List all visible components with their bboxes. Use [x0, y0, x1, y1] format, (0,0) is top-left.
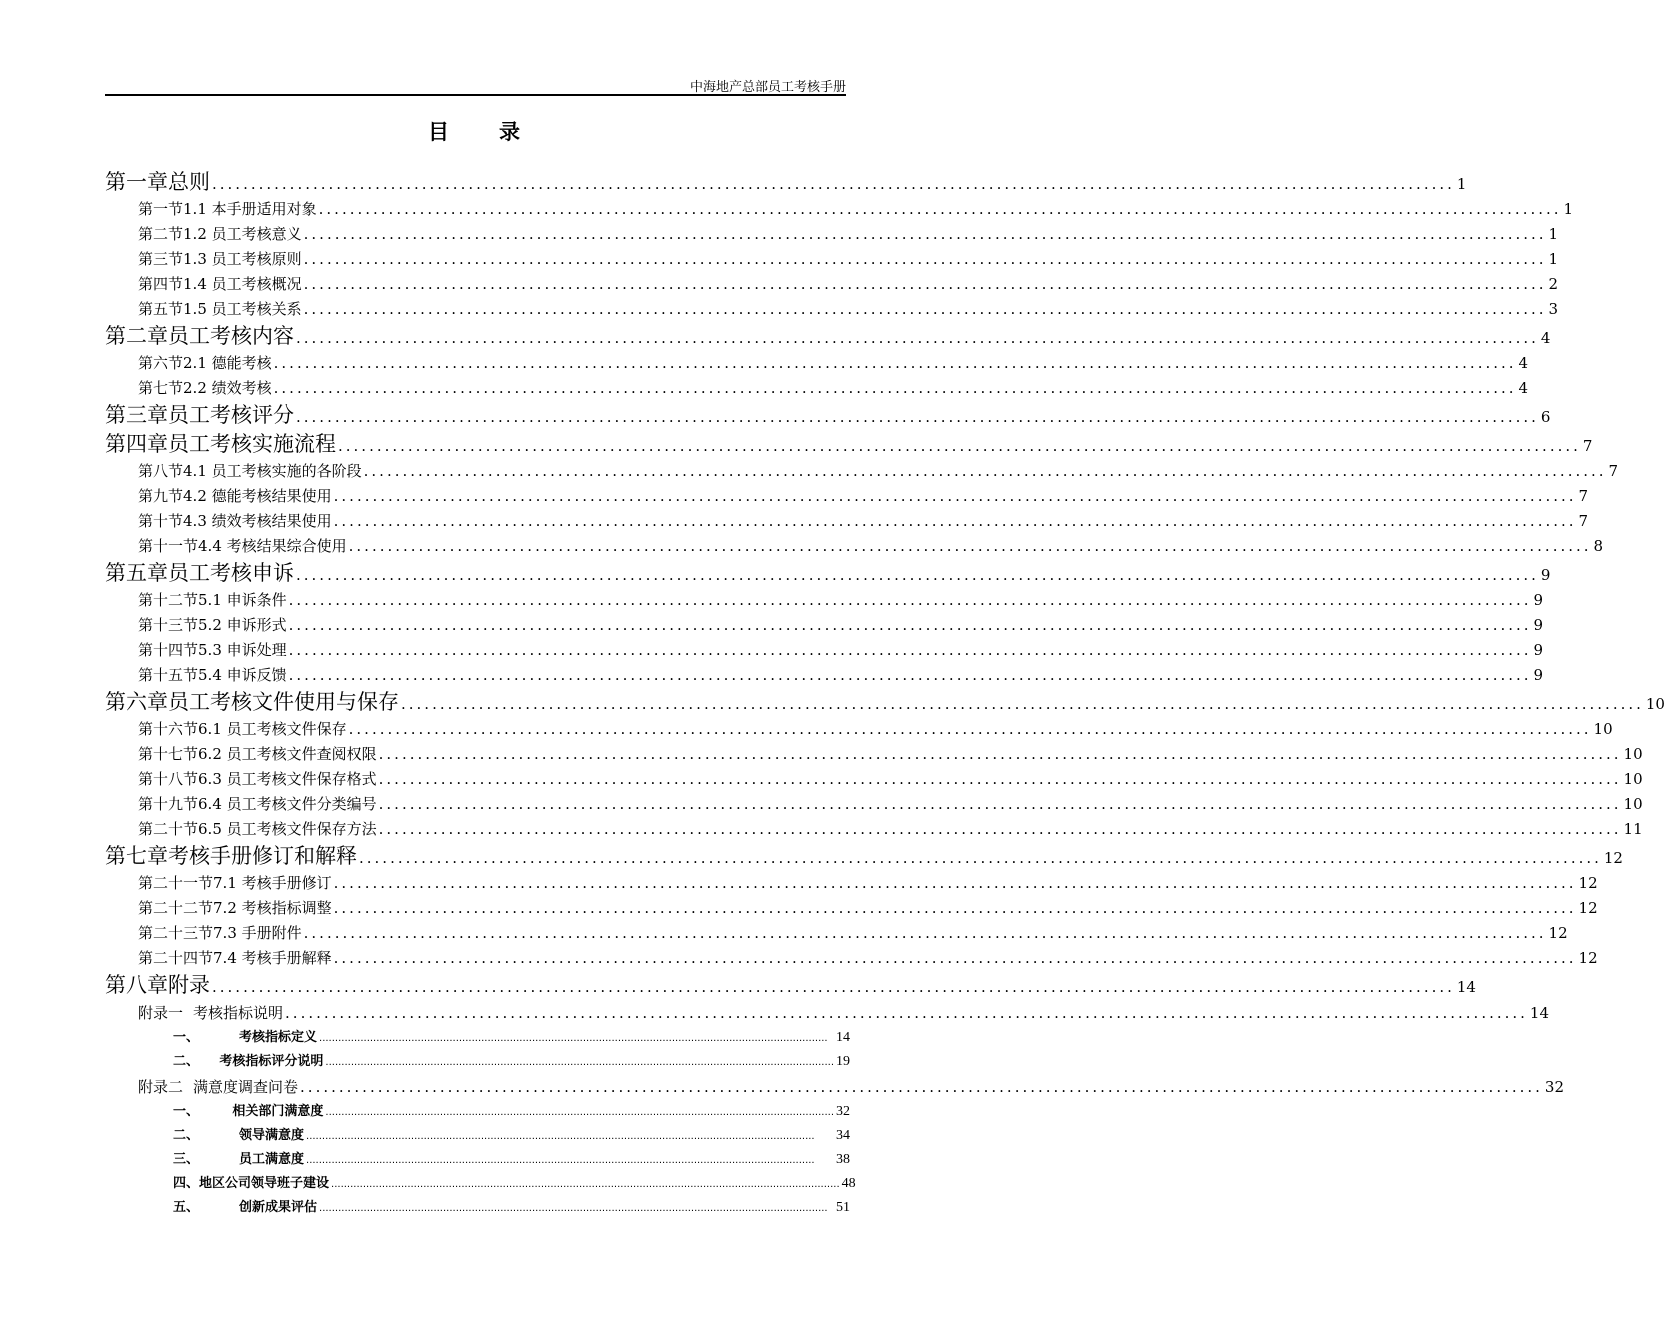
- toc-entry-page: 1: [1548, 250, 1559, 268]
- toc-entry-number: 第二章: [105, 324, 168, 348]
- toc-entry-number: 第七章: [105, 844, 168, 868]
- toc-entry-number: 第十三节: [138, 616, 199, 634]
- toc-entry-number: 一、: [173, 1030, 200, 1045]
- toc-entry[interactable]: [105, 272, 1559, 297]
- toc-entry-title: 员工考核实施流程: [168, 432, 336, 456]
- toc-entry-number: 一、: [173, 1104, 200, 1119]
- dot-leader: ................................................................................................................................................................: [212, 175, 1455, 193]
- toc-entry-number: 三、: [173, 1152, 200, 1167]
- toc-entry-page: 9: [1533, 616, 1544, 634]
- toc-entry-number: 第七节: [138, 379, 184, 397]
- dot-leader: ................................................................................................................................................................: [273, 379, 1517, 397]
- toc-entry-title: 员工考核评分: [168, 403, 294, 427]
- toc-entry-title: 创新成果评估: [239, 1200, 318, 1215]
- toc-entry[interactable]: [105, 509, 1589, 534]
- dot-leader: ................................................................................................................................................................: [333, 874, 1577, 892]
- toc-entry-page: 7: [1578, 487, 1589, 505]
- toc-entry-page: 7: [1582, 437, 1593, 455]
- toc-entry-number: 第四节: [138, 275, 184, 293]
- toc-entry-page: 9: [1533, 641, 1544, 659]
- toc-entry[interactable]: [105, 921, 1568, 946]
- toc-entry-title: 6.3 员工考核文件保存格式: [198, 770, 377, 788]
- toc-entry-number: 第一章: [105, 170, 168, 194]
- toc-entry-title: 考核手册修订和解释: [168, 844, 357, 868]
- dot-leader: ................................................................................................................................................................: [378, 745, 1622, 763]
- toc-entry-page: 4: [1518, 354, 1529, 372]
- toc-entry-page: 14: [836, 1030, 850, 1045]
- toc-entry[interactable]: [105, 484, 1589, 509]
- toc-entry-number: 附录一: [138, 1004, 184, 1022]
- toc-entry-page: 9: [1540, 566, 1551, 584]
- toc-entry-title: 1.2 员工考核意义: [183, 225, 302, 243]
- toc-entry[interactable]: [105, 1026, 850, 1050]
- dot-leader: ................................................................................................................................................................: [303, 275, 1547, 293]
- toc-entry-number: 第三章: [105, 403, 168, 427]
- toc-entry-number: 五、: [173, 1200, 200, 1215]
- dot-leader: ................................................................................................................................................................: [296, 566, 1539, 584]
- toc-entry[interactable]: [105, 247, 1559, 272]
- toc-entry-title: 考核指标说明: [193, 1004, 284, 1022]
- toc-title: [0, 116, 950, 146]
- toc-entry-page: 1: [1548, 225, 1559, 243]
- toc-entry-number: 第六节: [138, 354, 184, 372]
- toc-entry-title: 2.2 绩效考核: [183, 379, 272, 397]
- toc-entry-title: 4.4 考核结果综合使用: [198, 537, 347, 555]
- toc-entry-title: 附录: [168, 973, 210, 997]
- dot-leader: ................................................................................................................................................................: [378, 770, 1622, 788]
- toc-entry-page: 14: [1529, 1004, 1550, 1022]
- toc-entry-title: 满意度调查问卷: [193, 1078, 299, 1096]
- toc-entry[interactable]: [105, 559, 1551, 588]
- toc-entry-title: 7.3 手册附件: [213, 924, 302, 942]
- dot-leader: ................................................................................................................................................................: [331, 1179, 840, 1190]
- toc-entry[interactable]: [105, 376, 1529, 401]
- toc-entry[interactable]: [105, 459, 1619, 484]
- toc-entry-page: 10: [1623, 770, 1643, 788]
- toc-entry-number: 第四章: [105, 432, 168, 456]
- toc-entry-number: 四、: [173, 1176, 200, 1191]
- dot-leader: ................................................................................................................................................................: [303, 300, 1547, 318]
- toc-entry[interactable]: [105, 222, 1559, 247]
- dot-leader: ................................................................................................................................................................: [333, 512, 1577, 530]
- toc-entry-page: 48: [841, 1176, 856, 1191]
- toc-entry[interactable]: [105, 792, 1643, 817]
- toc-entry[interactable]: [105, 297, 1559, 322]
- toc-entry-title: 6.4 员工考核文件分类编号: [198, 795, 377, 813]
- toc-entry-number: 第十九节: [138, 795, 199, 813]
- toc-entry-title: 相关部门满意度: [232, 1104, 324, 1119]
- dot-leader: ................................................................................................................................................................: [306, 1155, 815, 1166]
- toc-entry-number: 第十七节: [138, 745, 199, 763]
- toc-entry-page: 12: [1578, 874, 1598, 892]
- toc-entry[interactable]: [105, 717, 1613, 742]
- toc-entry[interactable]: [105, 351, 1529, 376]
- dot-leader: ................................................................................................................................................................: [338, 437, 1581, 455]
- toc-entry-number: 第二十节: [138, 820, 199, 838]
- toc-entry-title: 考核指标定义: [239, 1030, 318, 1045]
- toc-entry[interactable]: [105, 588, 1544, 613]
- toc-entry-number: 第二十三节: [138, 924, 214, 942]
- dot-leader: ................................................................................................................................................................: [288, 616, 1532, 634]
- toc-entry-title: 5.4 申诉反馈: [198, 666, 287, 684]
- dot-leader: ................................................................................................................................................................: [296, 329, 1539, 347]
- dot-leader: ................................................................................................................................................................: [285, 1004, 1528, 1022]
- dot-leader: ................................................................................................................................................................: [273, 354, 1517, 372]
- dot-leader: ................................................................................................................................................................: [303, 250, 1547, 268]
- dot-leader: ................................................................................................................................................................: [318, 200, 1562, 218]
- toc-entry-page: 19: [836, 1054, 850, 1069]
- header-rule: [105, 94, 846, 96]
- toc-entry-page: 10: [1645, 695, 1665, 713]
- dot-leader: ................................................................................................................................................................: [306, 1131, 815, 1142]
- dot-leader: ................................................................................................................................................................: [325, 1107, 834, 1118]
- dot-leader: ................................................................................................................................................................: [359, 849, 1602, 867]
- toc-entry-title: 员工考核内容: [168, 324, 294, 348]
- toc-entry[interactable]: [105, 842, 1623, 871]
- toc-entry-number: 第十节: [138, 512, 184, 530]
- toc-entry[interactable]: [105, 1100, 850, 1124]
- toc-entry-title: 2.1 德能考核: [183, 354, 272, 372]
- dot-leader: ................................................................................................................................................................: [333, 949, 1577, 967]
- toc-entry-page: 9: [1533, 666, 1544, 684]
- toc-entry-page: 34: [836, 1128, 850, 1143]
- dot-leader: ................................................................................................................................................................: [348, 537, 1592, 555]
- toc-entry[interactable]: [105, 1172, 856, 1196]
- toc-entry[interactable]: [105, 401, 1551, 430]
- toc-entry-number: 第八节: [138, 462, 184, 480]
- toc-entry[interactable]: [105, 1148, 850, 1172]
- toc-entry-number: 第六章: [105, 690, 168, 714]
- toc-entry[interactable]: [105, 168, 1467, 197]
- toc-entry-number: 第十二节: [138, 591, 199, 609]
- toc-entry[interactable]: [105, 688, 1665, 717]
- toc-entry-number: 二、: [173, 1128, 200, 1143]
- toc-entry-title: 5.1 申诉条件: [198, 591, 287, 609]
- toc-entry-number: 第二十一节: [138, 874, 214, 892]
- toc-entry-page: 14: [1456, 978, 1476, 996]
- toc-entry-title: 考核指标评分说明: [219, 1054, 324, 1069]
- toc-entry-title: 1.1 本手册适用对象: [183, 200, 317, 218]
- toc-entry-page: 3: [1548, 300, 1559, 318]
- toc-entry-title: 7.2 考核指标调整: [213, 899, 332, 917]
- toc-entry-page: 11: [1623, 820, 1643, 838]
- toc-entry[interactable]: [105, 1000, 1550, 1026]
- toc-entry-title: 4.1 员工考核实施的各阶段: [183, 462, 362, 480]
- toc-entry-page: 32: [1544, 1078, 1565, 1096]
- toc-entry-number: 第一节: [138, 200, 184, 218]
- toc-entry-page: 8: [1593, 537, 1604, 555]
- dot-leader: ................................................................................................................................................................: [348, 720, 1592, 738]
- toc-entry-number: 第十八节: [138, 770, 199, 788]
- toc-entry-page: 12: [1578, 899, 1598, 917]
- toc-entry-title: 4.2 德能考核结果使用: [183, 487, 332, 505]
- toc-entry-number: 第二节: [138, 225, 184, 243]
- toc-entry-page: 7: [1608, 462, 1619, 480]
- toc-entry-title: 6.5 员工考核文件保存方法: [198, 820, 377, 838]
- toc-entry-page: 2: [1548, 275, 1559, 293]
- dot-leader: ................................................................................................................................................................: [212, 978, 1455, 996]
- dot-leader: ................................................................................................................................................................: [296, 408, 1539, 426]
- running-header: 中海地产总部员工考核手册: [689, 80, 846, 95]
- toc-entry[interactable]: [105, 1074, 1565, 1100]
- toc-entry-title: 5.3 申诉处理: [198, 641, 287, 659]
- toc-entry-title: 6.1 员工考核文件保存: [198, 720, 347, 738]
- toc-entry-title: 员工满意度: [239, 1152, 305, 1167]
- toc-entry-page: 1: [1563, 200, 1574, 218]
- toc-entry[interactable]: [105, 1124, 850, 1148]
- dot-leader: ................................................................................................................................................................: [288, 641, 1532, 659]
- dot-leader: ................................................................................................................................................................: [401, 695, 1644, 713]
- dot-leader: ................................................................................................................................................................: [378, 820, 1622, 838]
- toc-entry-page: 38: [836, 1152, 850, 1167]
- toc-entry-number: 第五章: [105, 561, 168, 585]
- toc-entry-page: 4: [1540, 329, 1551, 347]
- toc-entry[interactable]: [105, 767, 1643, 792]
- dot-leader: ................................................................................................................................................................: [333, 899, 1577, 917]
- toc-entry[interactable]: [105, 322, 1551, 351]
- toc-title-right: 录: [499, 119, 522, 144]
- table-of-contents: [105, 168, 1665, 1220]
- toc-entry-title: 1.3 员工考核原则: [183, 250, 302, 268]
- toc-entry-title: 地区公司领导班子建设: [199, 1176, 330, 1191]
- toc-entry-title: 7.1 考核手册修订: [213, 874, 332, 892]
- toc-entry-page: 1: [1456, 175, 1467, 193]
- toc-entry-title: 1.5 员工考核关系: [183, 300, 302, 318]
- dot-leader: ................................................................................................................................................................: [319, 1203, 828, 1214]
- toc-entry[interactable]: [105, 638, 1544, 663]
- toc-entry-page: 32: [836, 1104, 850, 1119]
- toc-entry-number: 附录二: [138, 1078, 184, 1096]
- toc-entry-title: 4.3 绩效考核结果使用: [183, 512, 332, 530]
- toc-entry[interactable]: [105, 896, 1598, 921]
- toc-entry-number: 第五节: [138, 300, 184, 318]
- toc-entry-number: 第十四节: [138, 641, 199, 659]
- toc-entry-page: 9: [1533, 591, 1544, 609]
- toc-entry-page: 51: [836, 1200, 850, 1215]
- toc-entry[interactable]: [105, 817, 1643, 842]
- dot-leader: ................................................................................................................................................................: [288, 666, 1532, 684]
- toc-entry-title: 领导满意度: [239, 1128, 305, 1143]
- toc-entry[interactable]: [105, 613, 1544, 638]
- toc-entry[interactable]: [105, 971, 1476, 1000]
- toc-entry-page: 6: [1540, 408, 1551, 426]
- toc-title-left: 目: [428, 119, 451, 144]
- toc-entry-title: 总则: [168, 170, 210, 194]
- toc-entry-page: 12: [1603, 849, 1623, 867]
- toc-entry[interactable]: [105, 663, 1544, 688]
- dot-leader: ................................................................................................................................................................: [363, 462, 1607, 480]
- toc-entry-title: 员工考核文件使用与保存: [168, 690, 399, 714]
- toc-entry-number: 第二十四节: [138, 949, 214, 967]
- toc-entry-number: 二、: [173, 1054, 200, 1069]
- toc-entry-number: 第九节: [138, 487, 184, 505]
- toc-entry-title: 7.4 考核手册解释: [213, 949, 332, 967]
- toc-entry-number: 第三节: [138, 250, 184, 268]
- dot-leader: ................................................................................................................................................................: [288, 591, 1532, 609]
- toc-entry-page: 10: [1593, 720, 1613, 738]
- toc-entry[interactable]: [105, 1050, 850, 1074]
- toc-entry[interactable]: [105, 197, 1574, 222]
- toc-entry-title: 员工考核申诉: [168, 561, 294, 585]
- dot-leader: ................................................................................................................................................................: [303, 924, 1547, 942]
- toc-entry[interactable]: [105, 871, 1598, 896]
- toc-entry-page: 4: [1518, 379, 1529, 397]
- dot-leader: ................................................................................................................................................................: [325, 1057, 834, 1068]
- toc-entry-number: 第十五节: [138, 666, 199, 684]
- toc-entry-title: 6.2 员工考核文件查阅权限: [198, 745, 377, 763]
- dot-leader: ................................................................................................................................................................: [300, 1078, 1543, 1096]
- toc-entry-page: 7: [1578, 512, 1589, 530]
- toc-entry-number: 第十一节: [138, 537, 199, 555]
- toc-entry[interactable]: [105, 946, 1598, 971]
- toc-entry-number: 第二十二节: [138, 899, 214, 917]
- toc-entry[interactable]: [105, 534, 1604, 559]
- toc-entry[interactable]: [105, 1196, 850, 1220]
- toc-entry[interactable]: [105, 742, 1643, 767]
- toc-entry-number: 第十六节: [138, 720, 199, 738]
- dot-leader: ................................................................................................................................................................: [319, 1033, 828, 1044]
- toc-entry-page: 10: [1623, 745, 1643, 763]
- toc-entry-title: 5.2 申诉形式: [198, 616, 287, 634]
- toc-entry-page: 12: [1578, 949, 1598, 967]
- dot-leader: ................................................................................................................................................................: [303, 225, 1547, 243]
- dot-leader: ................................................................................................................................................................: [333, 487, 1577, 505]
- dot-leader: ................................................................................................................................................................: [378, 795, 1622, 813]
- toc-entry-page: 10: [1623, 795, 1643, 813]
- toc-entry-title: 1.4 员工考核概况: [183, 275, 302, 293]
- toc-entry-number: 第八章: [105, 973, 168, 997]
- toc-entry[interactable]: [105, 430, 1593, 459]
- toc-entry-page: 12: [1548, 924, 1568, 942]
